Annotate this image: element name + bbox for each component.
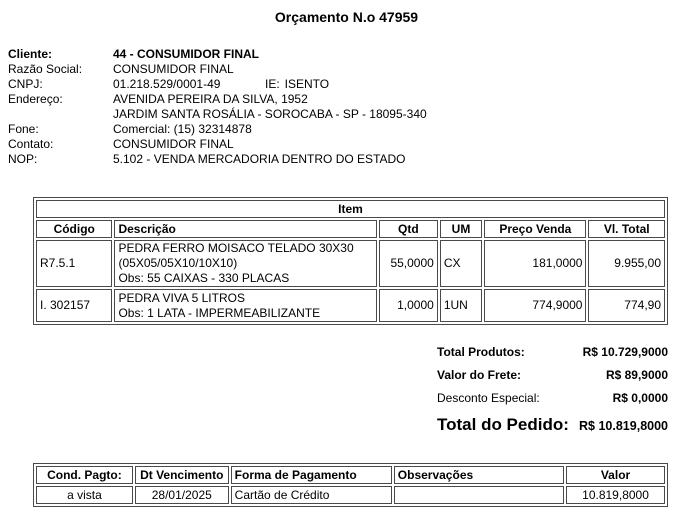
client-row-razao-social [8,62,693,77]
item-table-header-row [36,220,665,238]
cell-forma-pagamento: Cartão de Crédito [231,486,392,504]
cell-valor: 10.819,8000 [566,486,665,504]
cell-um: CX [440,240,482,287]
fone-value: Comercial: (15) 32314878 [113,122,252,136]
payment-table-header-row [36,466,665,484]
descricao-line: PEDRA VIVA 5 LITROS [118,290,245,305]
valor-frete-value: R$ 89,9000 [605,368,668,382]
column-header-preco-venda: Preço Venda [484,220,586,238]
total-produtos-value: R$ 10.729,9000 [582,345,668,359]
cell-descricao [114,289,376,322]
item-table-title: Item [36,200,665,218]
desconto-especial-label: Desconto Especial: [437,391,540,405]
cnpj-label: CNPJ: [8,77,43,91]
client-info [8,47,693,167]
descricao-line: PEDRA FERRO MOISACO TELADO 30X30 [118,241,354,255]
client-row-contato [8,137,693,152]
cell-vl-total: 774,90 [588,289,665,322]
cell-preco-venda: 181,0000 [484,240,586,287]
total-pedido-label: Total do Pedido: [437,415,569,434]
cell-codigo: I. 302157 [36,289,112,322]
client-row-endereco-2 [8,107,693,122]
fone-label: Fone: [8,122,39,136]
column-header-forma-pagamento: Forma de Pagamento [231,466,392,484]
client-row-nop [8,152,693,167]
client-row-fone [8,122,693,137]
cell-descricao [114,240,376,287]
payment-table [33,463,668,507]
cell-observacoes [394,486,564,504]
cliente-value: 44 - CONSUMIDOR FINAL [113,47,260,61]
table-row [36,240,665,287]
desconto-especial-value: R$ 0,0000 [612,391,668,405]
cell-dt-vencimento: 28/01/2025 [135,486,229,504]
contato-value: CONSUMIDOR FINAL [113,137,234,151]
column-header-vl-total: Vl. Total [588,220,665,238]
item-table [33,197,668,325]
column-header-um: UM [440,220,482,238]
nop-label: NOP: [8,152,38,166]
totals-row-frete [437,368,668,391]
cliente-label: Cliente: [8,47,53,61]
descricao-line: (05X05/05X10/10X10) [118,256,238,270]
column-header-qtd: Qtd [379,220,438,238]
endereco-value-line1: AVENIDA PEREIRA DA SILVA, 1952 [113,92,308,106]
table-row [36,486,665,504]
razao-social-value: CONSUMIDOR FINAL [113,62,234,76]
cnpj-value: 01.218.529/0001-49 [113,77,221,91]
endereco-label: Endereço: [8,92,63,106]
column-header-observacoes: Observações [394,466,564,484]
ie-value: ISENTO [284,77,330,91]
totals-row-produtos [437,345,668,368]
contato-label: Contato: [8,137,54,151]
cell-um: 1UN [440,289,482,322]
cell-qtd: 55,0000 [379,240,438,287]
client-row-endereco [8,92,693,107]
nop-value: 5.102 - VENDA MERCADORIA DENTRO DO ESTADO [113,152,406,166]
valor-frete-label: Valor do Frete: [437,368,522,382]
page-title: Orçamento N.o 47959 [274,9,419,25]
cell-preco-venda: 774,9000 [484,289,586,322]
totals-section [437,345,668,441]
column-header-valor: Valor [566,466,665,484]
column-header-codigo: Código [36,220,112,238]
cell-vl-total: 9.955,00 [588,240,665,287]
razao-social-label: Razão Social: [8,62,83,76]
client-row-cliente [8,47,693,62]
cell-cond-pagto: a vista [36,486,133,504]
ie-label: IE: [265,77,280,91]
total-produtos-label: Total Produtos: [437,345,525,359]
totals-row-total-pedido [437,415,668,441]
descricao-line: Obs: 1 LATA - IMPERMEABILIZANTE [118,305,321,320]
cell-codigo: R7.5.1 [36,240,112,287]
column-header-descricao: Descrição [114,220,376,238]
client-row-cnpj [8,77,693,92]
totals-row-desconto [437,391,668,414]
cell-qtd: 1,0000 [379,289,438,322]
column-header-cond-pagto: Cond. Pagto: [36,466,133,484]
descricao-line: Obs: 55 CAIXAS - 330 PLACAS [118,271,290,285]
total-pedido-value: R$ 10.819,8000 [579,419,668,433]
endereco-value-line2: JARDIM SANTA ROSÁLIA - SOROCABA - SP - 18095-340 [113,107,427,121]
table-row [36,289,665,322]
column-header-dt-vencimento: Dt Vencimento [135,466,229,484]
